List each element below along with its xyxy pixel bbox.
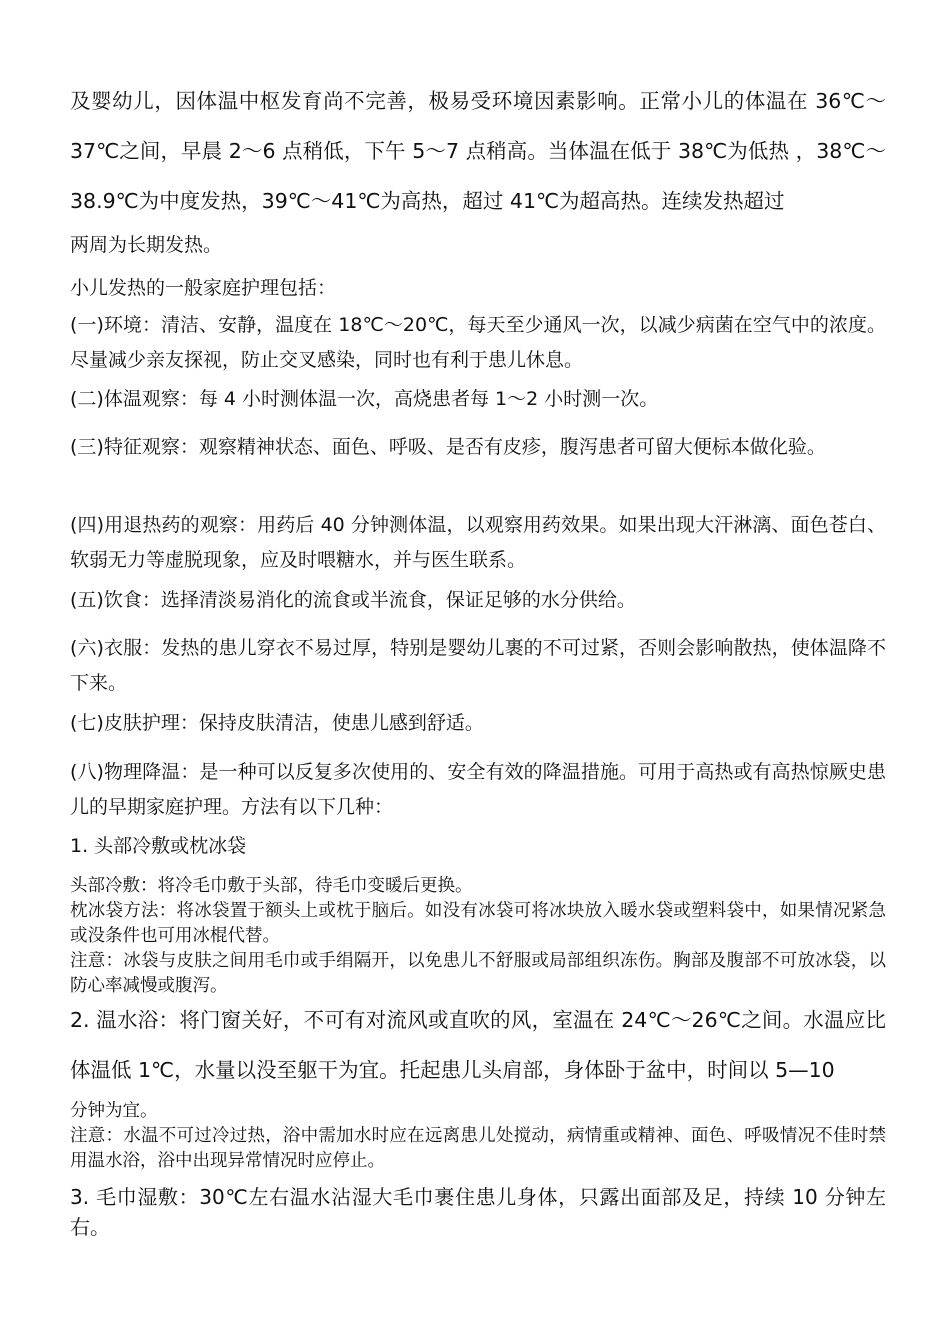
care-item-antipyretic-observation: (四)用退热药的观察：用药后 40 分钟测体温，以观察用药效果。如果出现大汗淋漓、面色苍白、软弱无力等虚脱现象，应及时喂糖水，并与医生联系。 — [70, 514, 886, 571]
care-item-clothing: (六)衣服：发热的患儿穿衣不易过厚，特别是婴幼儿裹的不可过紧，否则会影响散热，使体温降不下来。 — [70, 637, 886, 694]
method-1-heading: 1. 头部冷敷或枕冰袋 — [70, 835, 247, 857]
method-1-note: 注意：冰袋与皮肤之间用毛巾或手绢隔开，以免患儿不舒服或局部组织冻伤。胸部及腹部不可放冰袋，以防心率减慢或腹泻。 — [70, 951, 886, 996]
method-2-note: 注意：水温不可过冷过热，浴中需加水时应在远离患儿处搅动，病情重或精神、面色、呼吸情况不佳时禁用温水浴，浴中出现异常情况时应停止。 — [70, 1126, 886, 1171]
care-item-sign-observation: (三)特征观察：观察精神状态、面色、呼吸、是否有皮疹，腹泻患者可留大便标本做化验。 — [70, 436, 826, 458]
method-2-paragraph: 2. 温水浴：将门窗关好，不可有对流风或直吹的风，室温在 24℃～26℃之间。水温应比体温低 1℃，水量以没至躯干为宜。托起患儿头肩部，身体卧于盆中，时间以 5—10 — [70, 1008, 886, 1082]
care-item-skin-care: (七)皮肤护理：保持皮肤清洁，使患儿感到舒适。 — [70, 712, 484, 734]
intro-paragraph: 及婴幼儿，因体温中枢发育尚不完善，极易受环境因素影响。正常小儿的体温在 36℃～37℃之间，早晨 2～6 点稍低，下午 5～7 点稍高。当体温在低于 38℃为低热 ，38℃～38.9℃为中度发热，39℃～41℃为高热，超过 41℃为超高热。连续发热超过 — [70, 89, 886, 213]
care-item-diet: (五)饮食：选择清淡易消化的流食或半流食，保证足够的水分供给。 — [70, 589, 636, 611]
care-item-temperature-observation: (二)体温观察：每 4 小时测体温一次，高烧患者每 1～2 小时测一次。 — [70, 388, 659, 410]
care-intro: 小儿发热的一般家庭护理包括： — [70, 277, 337, 299]
care-item-environment: (一)环境：清洁、安静，温度在 18℃～20℃，每天至少通风一次，以减少病菌在空气中的浓度。尽量减少亲友探视，防止交叉感染，同时也有利于患儿休息。 — [70, 314, 886, 371]
intro-paragraph-end: 两周为长期发热。 — [70, 234, 223, 256]
method-2-paragraph-end: 分钟为宜。 — [70, 1101, 158, 1121]
care-item-physical-cooling: (八)物理降温：是一种可以反复多次使用的、安全有效的降温措施。可用于高热或有高热惊厥史患儿的早期家庭护理。方法有以下几种： — [70, 761, 886, 818]
method-3-paragraph: 3. 毛巾湿敷：30℃左右温水沾湿大毛巾裹住患儿身体，只露出面部及足，持续 10 分钟左右。 — [70, 1185, 886, 1239]
method-1-cold-compress: 头部冷敷：将冷毛巾敷于头部，待毛巾变暖后更换。 — [70, 876, 473, 896]
method-1-ice-pillow: 枕冰袋方法：将冰袋置于额头上或枕于脑后。如没有冰袋可将冰块放入暖水袋或塑料袋中，如果情况紧急或没条件也可用冰棍代替。 — [70, 901, 886, 946]
